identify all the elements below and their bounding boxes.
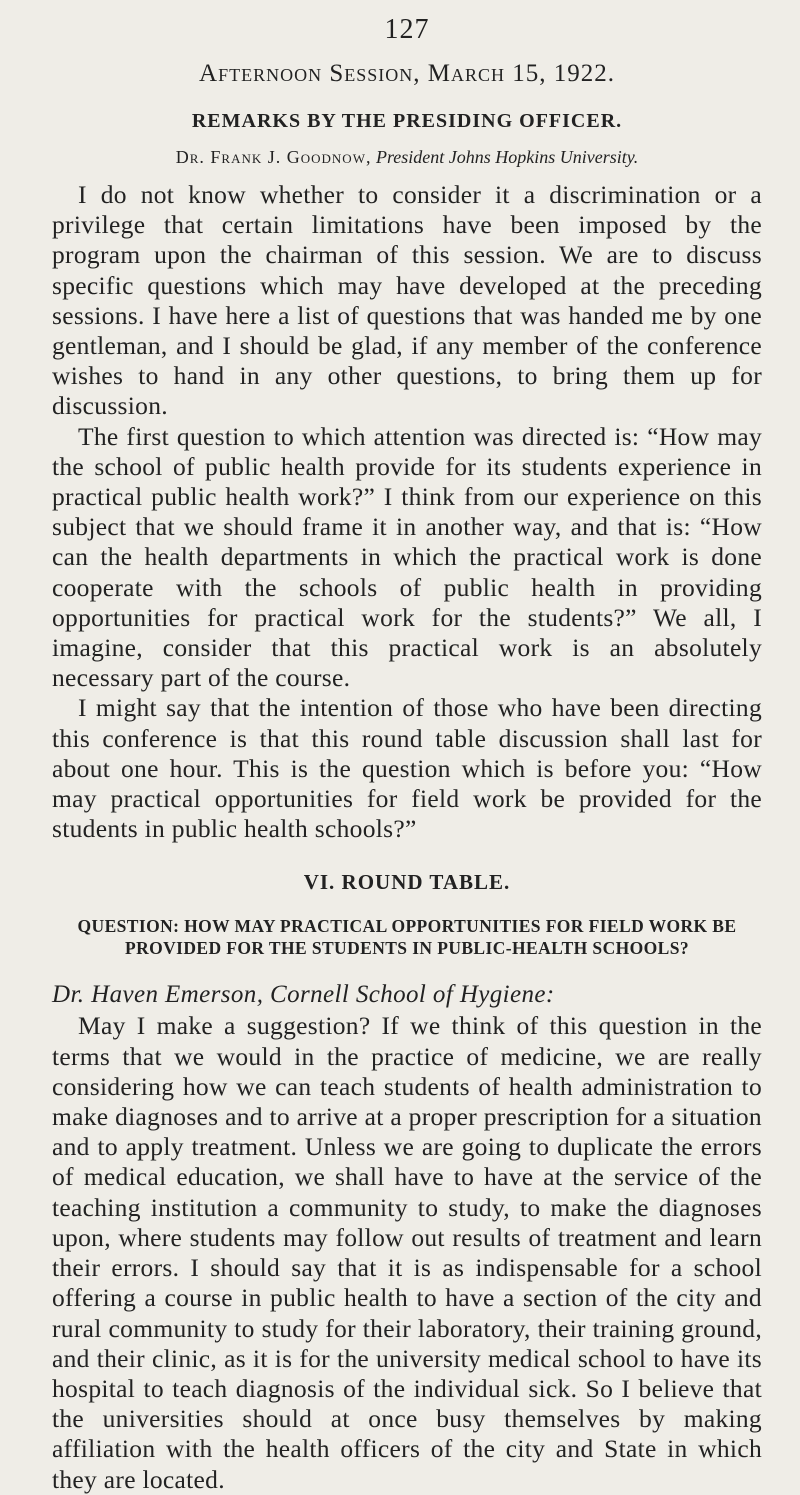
question-heading: QUESTION: HOW MAY PRACTICAL OPPORTUNITIES FOR FIELD WORK BE PROVIDED FOR THE STUDENTS IN PUBLIC-HEALTH SCHOOLS? (77, 916, 737, 959)
presiding-officer-name: Dr. Frank J. Goodnow, (175, 147, 372, 167)
presiding-officer-affiliation: President Johns Hopkins University. (375, 147, 639, 167)
page-number: 127 (384, 14, 430, 45)
intro-paragraph: The first question to which attention was directed is: “How may the school of public health provide for its students experience in practical public health work?” I think from our experience on this subject that we should frame it in another way, and that is: “How can the health departments in which the practical work is done cooperate with the schools of public health in providing opportunities for practical work for the students?” We all, I imagine, consider that this practical work is an absolutely necessary part of the course. (52, 421, 762, 693)
section-heading: VI. ROUND TABLE. (303, 870, 511, 895)
presiding-officer-line (52, 147, 762, 168)
session-heading: Afternoon Session, March 15, 1922. (199, 60, 615, 87)
intro-paragraph: I do not know whether to consider it a discrimination or a privilege that certain limitations have been imposed by the program upon the chairman of this session. We are to discuss specific questions which may have developed at the preceding sessions. I have here a list of questions that was handed me by one gentleman, and I should be glad, if any member of the conference wishes to hand in any other questions, to bring them up for discussion. (52, 180, 762, 421)
speaker-attribution: Dr. Haven Emerson, Cornell School of Hygiene: (52, 981, 555, 1009)
speaker-paragraph: May I make a suggestion? If we think of this question in the terms that we would in the practice of medicine, we are really considering how we can teach students of health administration to make diagnoses and to arrive at a proper prescription for a situation and to apply treatment. Unless we are going to duplicate the errors of medical education, we shall have to have at the service of the teaching institution a community to study, to make the diagnoses upon, where students may follow out results of treatment and learn their errors. I should say that it is as indispensable for a school offering a course in public health to have a section of the city and rural community to study for their laboratory, their training ground, and their clinic, as it is for the university medical school to have its hospital to teach diagnosis of the individual sick. So I believe that the universities should at once busy themselves by making affiliation with the health officers of the city and State in which they are located. (52, 1011, 762, 1494)
remarks-heading: REMARKS BY THE PRESIDING OFFICER. (191, 110, 623, 132)
intro-paragraph: I might say that the intention of those who have been directing this conference is that this round table discussion shall last for about one hour. This is the question which is before you: “How may practical opportunities for field work be provided for the students in public health schools?” (52, 693, 762, 844)
